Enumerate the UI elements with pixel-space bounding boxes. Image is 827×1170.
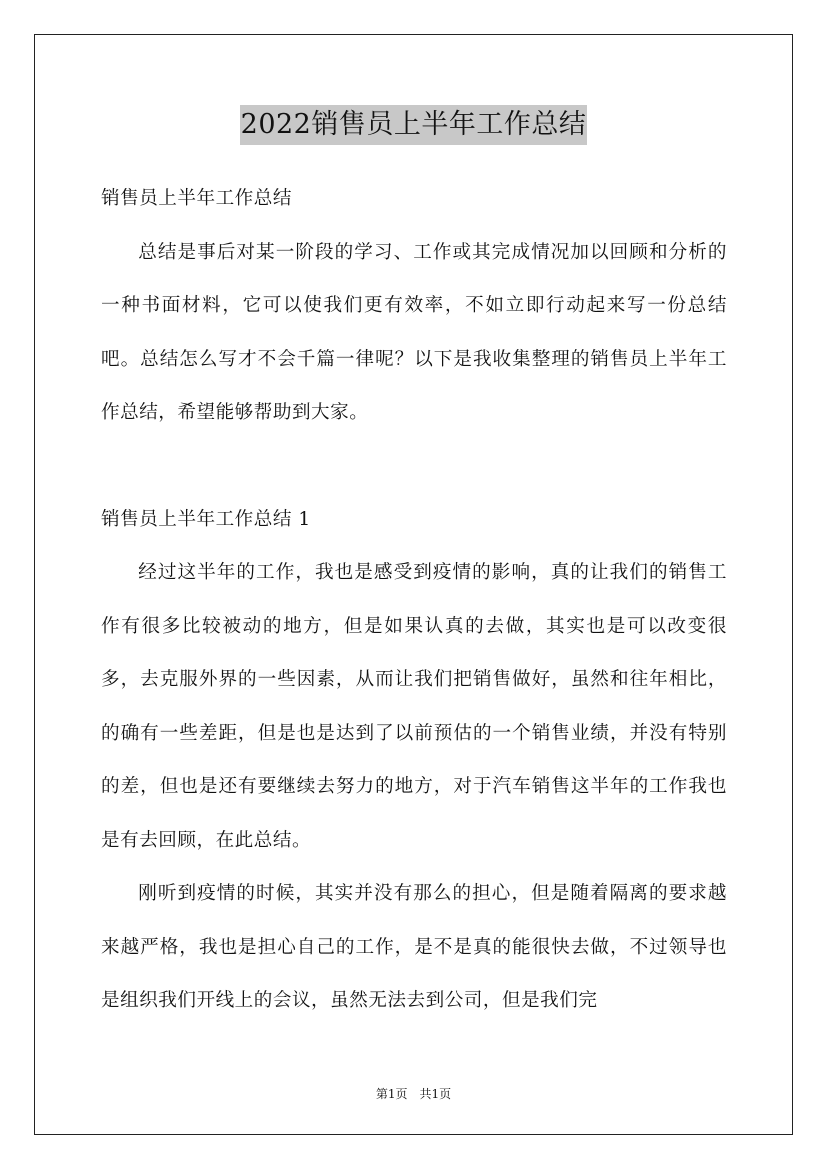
section1-paragraph-2: 刚听到疫情的时候，其实并没有那么的担心，但是随着隔离的要求越来越严格，我也是担心自己的工作，是不是真的能很快去做，不过领导也是组织我们开线上的会议，虽然无法去到公司，但是我们完: [101, 883, 727, 1011]
blank-line: [101, 440, 727, 493]
page-number-current: 第1页: [375, 1087, 408, 1101]
document-title-text: 2022销售员上半年工作总结: [240, 105, 588, 145]
intro-paragraph: 总结是事后对某一阶段的学习、工作或其完成情况加以回顾和分析的一种书面材料，它可以使我们更有效率，不如立即行动起来写一份总结吧。总结怎么写才不会千篇一律呢？以下是我收集整理的销售员上半年工作总结，希望能够帮助到大家。: [101, 241, 727, 423]
document-body: [101, 172, 727, 1028]
page-footer: [0, 1085, 827, 1102]
document-subtitle: 销售员上半年工作总结: [101, 188, 292, 209]
section1-paragraph-1: 经过这半年的工作，我也是感受到疫情的影响，真的让我们的销售工作有很多比较被动的地方，但是如果认真的去做，其实也是可以改变很多，去克服外界的一些因素，从而让我们把销售做好，虽然和往年相比，的确有一些差距，但是也是达到了以前预估的一个销售业绩，并没有特别的差，但也是还有要继续去努力的地方，对于汽车销售这半年的工作我也是有去回顾，在此总结。: [101, 562, 727, 851]
document-title: [0, 103, 827, 145]
section-heading-1: 销售员上半年工作总结 1: [101, 508, 311, 530]
page-number-total: 共1页: [419, 1087, 452, 1101]
